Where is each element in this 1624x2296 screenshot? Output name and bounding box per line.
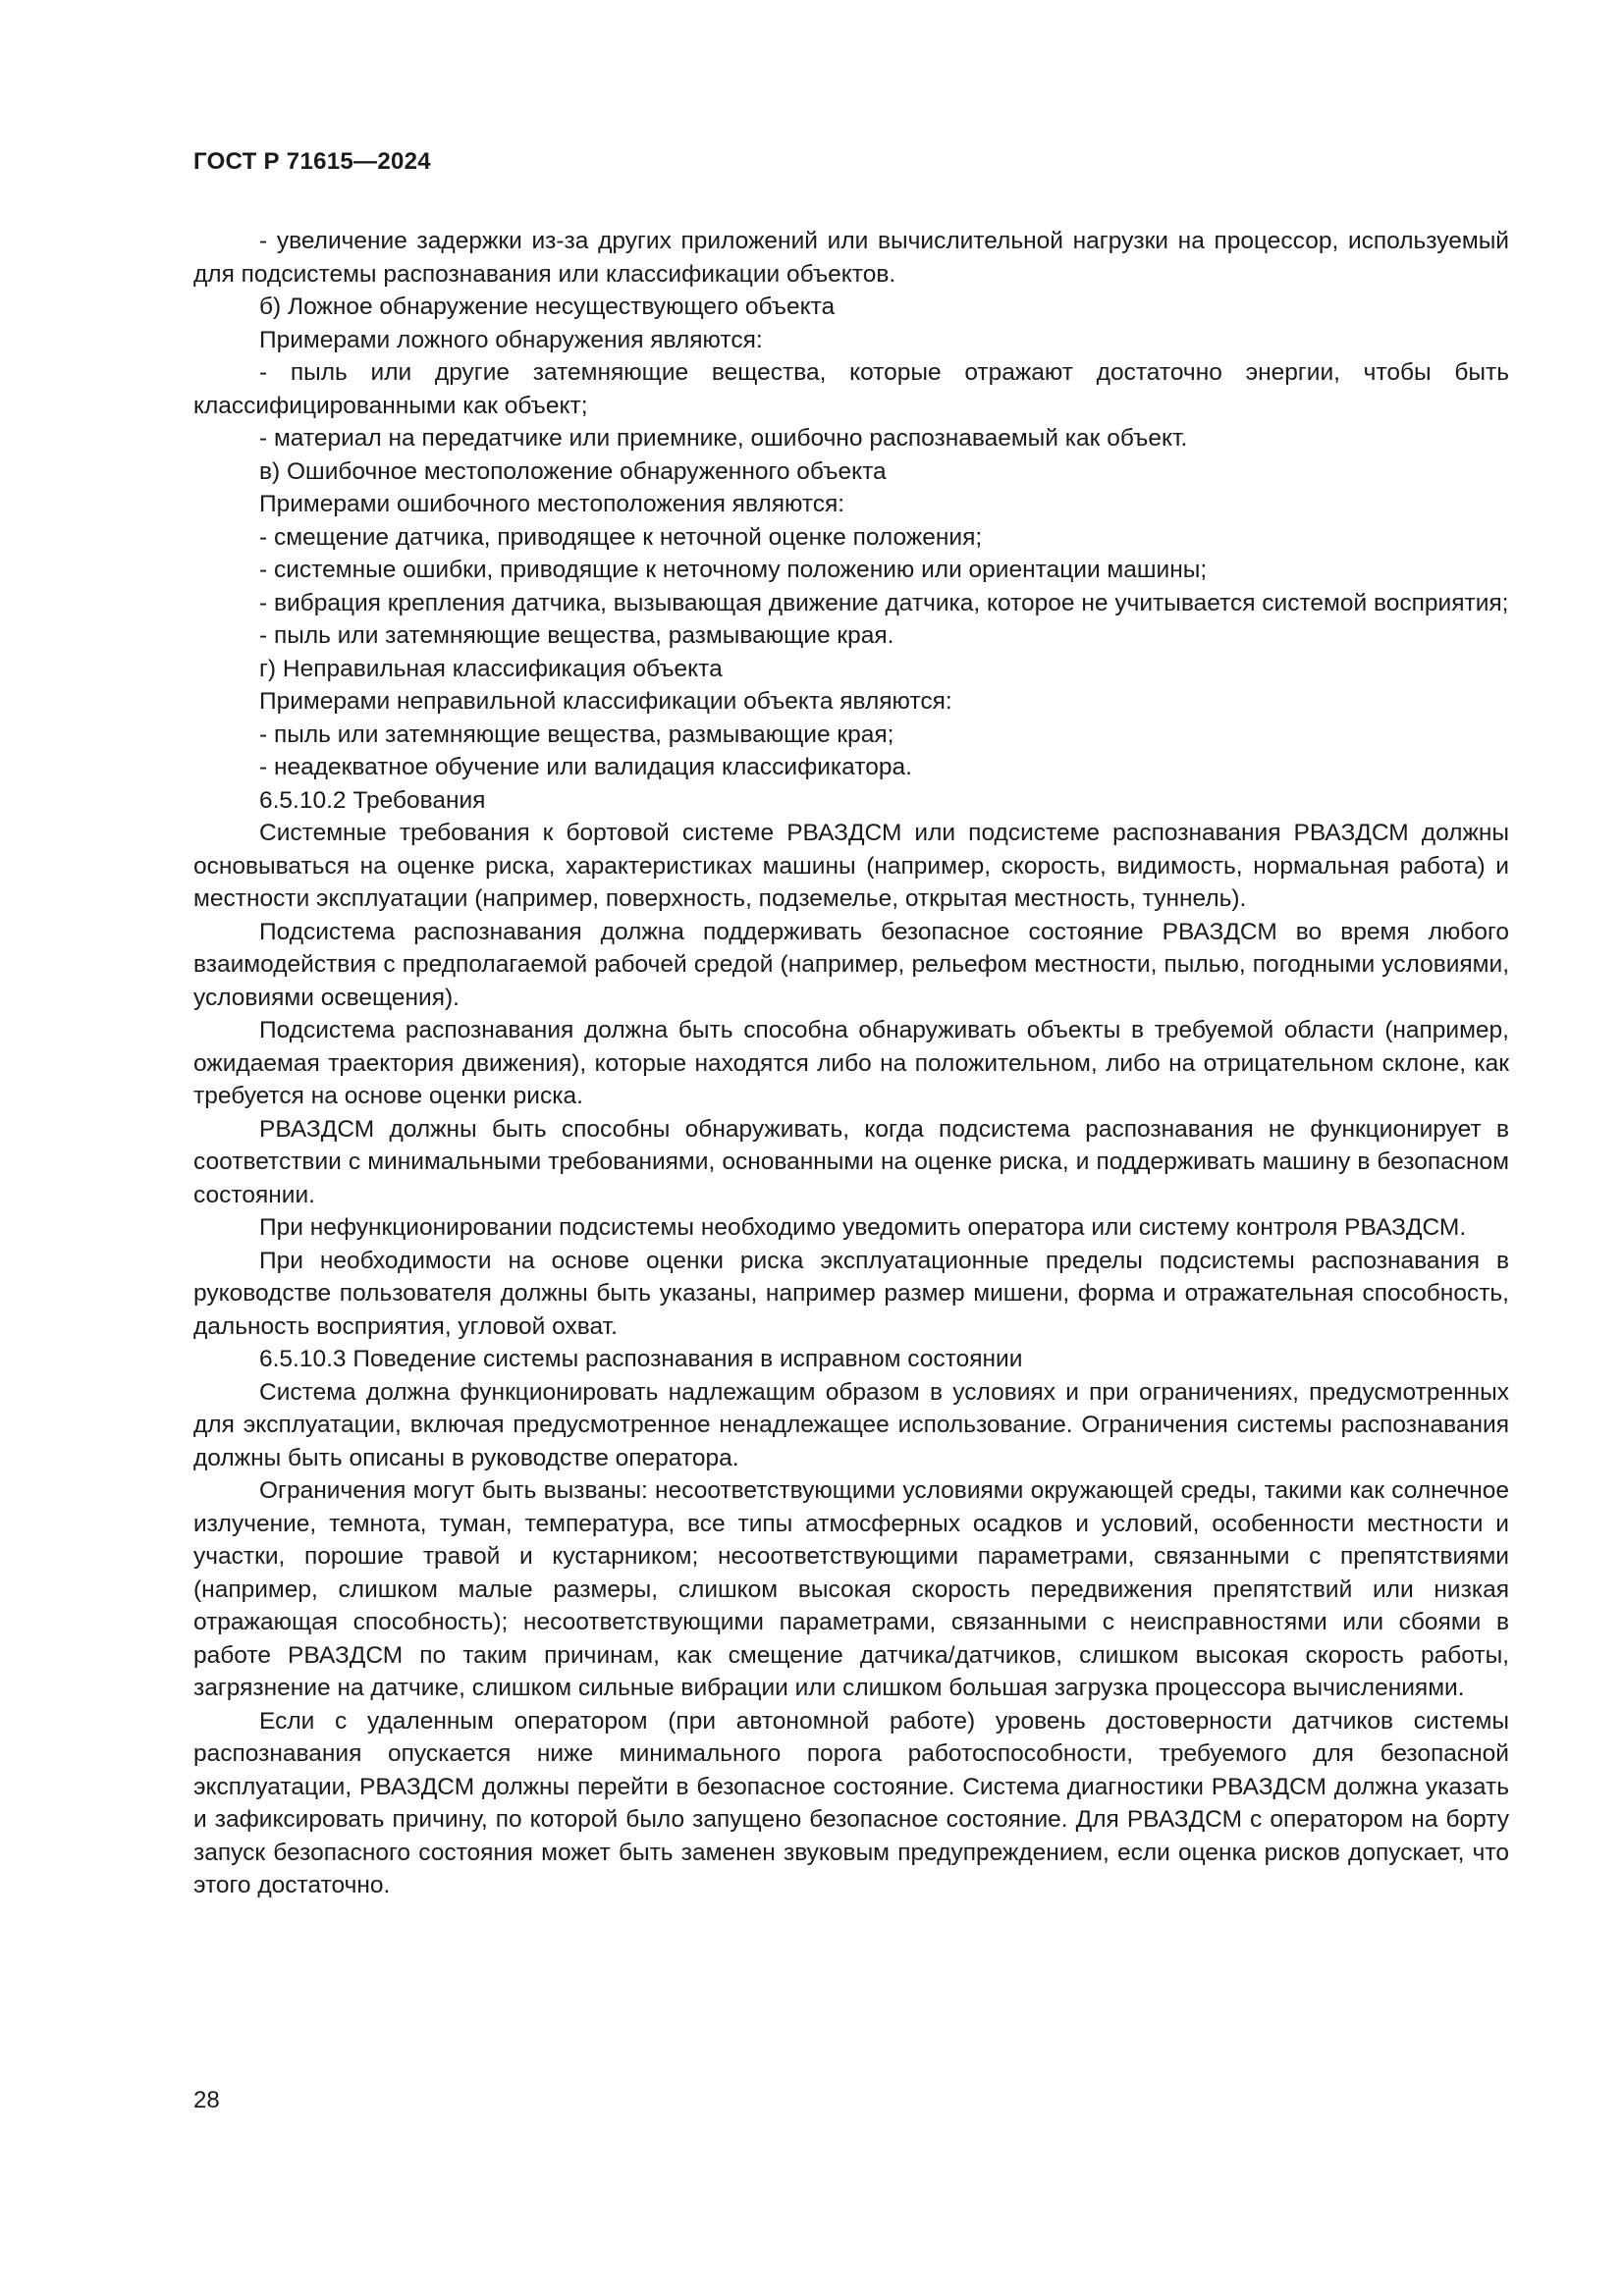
paragraph: РВАЗДСМ должны быть способны обнаруживать, когда подсистема распознавания не функционирует в соответствии с минимальными требованиями, основанными на оценке риска, и поддерживать машину в безопасном состоянии. (193, 1115, 1509, 1208)
section-heading: 6.5.10.2 Требования (259, 786, 486, 814)
paragraph: Примерами неправильной классификации объекта являются: (259, 688, 952, 715)
paragraph: - вибрация крепления датчика, вызывающая движение датчика, которое не учитывается системой восприятия; (259, 589, 1509, 616)
paragraph: - пыль или другие затемняющие вещества, которые отражают достаточно энергии, чтобы быть классифицированными как объект; (193, 359, 1509, 419)
paragraph: Подсистема распознавания должна быть способна обнаруживать объекты в требуемой области (например, ожидаемая траектория движения), которые находятся либо на положительном, либо на отрицательном склоне, как требуется на основе оценки риска. (193, 1017, 1509, 1109)
paragraph: - пыль или затемняющие вещества, размывающие края. (259, 622, 894, 649)
paragraph: Если с удаленным оператором (при автономной работе) уровень достоверности датчиков системы распознавания опускается ниже минимального порога работоспособности, требуемого для безопасной эксплуатации, РВАЗДСМ должны перейти в безопасное состояние. Система диагностики РВАЗДСМ должна указать и зафиксировать причину, по которой было запущено безопасное состояние. Для РВАЗДСМ с оператором на борту запуск безопасного состояния может быть заменен звуковым предупреждением, если оценка рисков допускает, что этого достаточно. (193, 1707, 1509, 1898)
paragraph: Системные требования к бортовой системе РВАЗДСМ или подсистеме распознавания РВАЗДСМ должны основываться на оценке риска, характеристиках машины (например, скорость, видимость, нормальная работа) и местности эксплуатации (например, поверхность, подземелье, открытая местность, туннель). (193, 820, 1509, 912)
paragraph: Подсистема распознавания должна поддерживать безопасное состояние РВАЗДСМ во время любого взаимодействия с предполагаемой рабочей средой (например, рельефом местности, пылью, погодными условиями, условиями освещения). (193, 918, 1509, 1011)
paragraph: - увеличение задержки из-за других приложений или вычислительной нагрузки на процессор, используемый для подсистемы распознавания или классификации объектов. (193, 228, 1509, 288)
paragraph: б) Ложное обнаружение несуществующего объекта (259, 294, 836, 320)
section-heading: 6.5.10.3 Поведение системы распознавания в исправном состоянии (259, 1346, 1023, 1372)
paragraph: При нефункционировании подсистемы необходимо уведомить оператора или систему контроля РВАЗДСМ. (259, 1214, 1467, 1241)
paragraph: - смещение датчика, приводящее к неточной оценке положения; (259, 523, 983, 551)
paragraph: Система должна функционировать надлежащим образом в условиях и при ограничениях, предусмотренных для эксплуатации, включая предусмотренное ненадлежащее использование. Ограничения системы распознавания должны быть описаны в руководстве оператора. (193, 1378, 1509, 1471)
page-number: 28 (193, 2087, 220, 2113)
document-body (193, 225, 1509, 1902)
paragraph: При необходимости на основе оценки риска эксплуатационные пределы подсистемы распознавания в руководстве пользователя должны быть указаны, например размер мишени, форма и отражательная способность, дальность восприятия, угловой охват. (193, 1247, 1509, 1340)
paragraph: - пыль или затемняющие вещества, размывающие края; (259, 721, 894, 748)
paragraph: г) Неправильная классификация объекта (259, 655, 723, 682)
paragraph: в) Ошибочное местоположение обнаруженного объекта (259, 457, 887, 485)
paragraph: - материал на передатчике или приемнике, ошибочно распознаваемый как объект. (259, 425, 1188, 452)
paragraph: - неадекватное обучение или валидация классификатора. (259, 754, 912, 780)
paragraph: Примерами ложного обнаружения являются: (259, 326, 763, 353)
paragraph: - системные ошибки, приводящие к неточному положению или ориентации машины; (259, 557, 1208, 583)
document-header: ГОСТ Р 71615—2024 (193, 148, 431, 175)
paragraph: Примерами ошибочного местоположения являются: (259, 491, 845, 517)
paragraph: Ограничения могут быть вызваны: несоответствующими условиями окружающей среды, такими как солнечное излучение, темнота, туман, температура, все типы атмосферных осадков и условий, особенности местности и участки, порошие травой и кустарником; несоответствующими параметрами, связанными с препятствиями (например, слишком малые размеры, слишком высокая скорость передвижения препятствий или низкая отражающая способность); несоответствующими параметрами, связанными с неисправностями или сбоями в работе РВАЗДСМ по таким причинам, как смещение датчика/датчиков, слишком высокая скорость работы, загрязнение на датчике, слишком сильные вибрации или слишком большая загрузка процессора вычислениями. (193, 1477, 1509, 1701)
